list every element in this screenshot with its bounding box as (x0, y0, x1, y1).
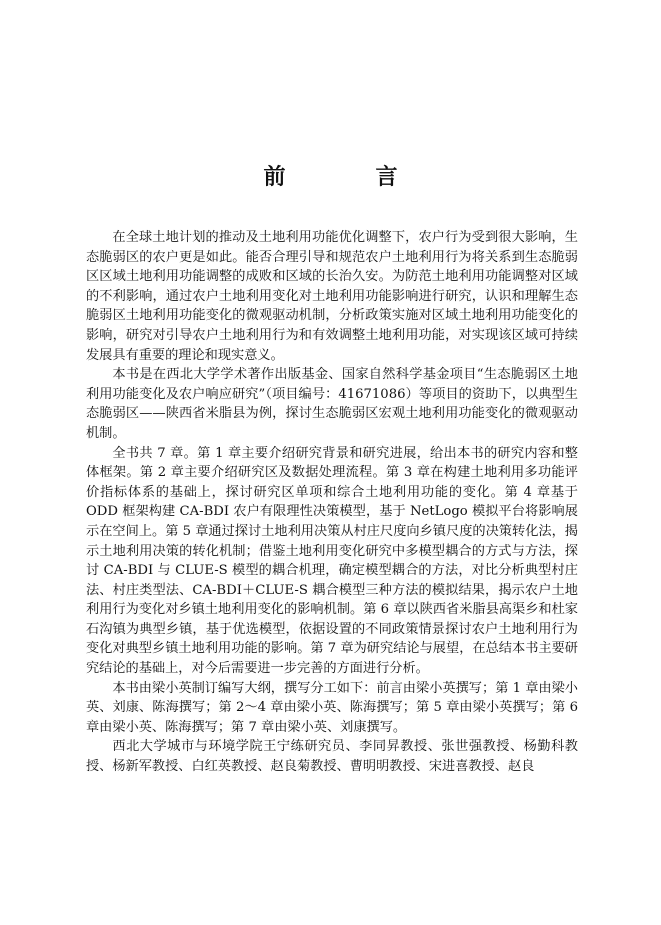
page-title: 前 言 (263, 165, 432, 190)
paragraph: 本书是在西北大学学术著作出版基金、国家自然科学基金项目“生态脆弱区土地利用功能变化及农户响应研究”（项目编号：41671086）等项目的资助下，以典型生态脆弱区——陕西省米脂县为例，探讨生态脆弱区宏观土地利用功能变化的微观驱动机制。 (86, 367, 578, 441)
paragraph: 全书共 7 章。第 1 章主要介绍研究背景和研究进展，给出本书的研究内容和整体框架。第 2 章主要介绍研究区及数据处理流程。第 3 章在构建土地利用多功能评价指标体系的基础上，探讨研究区单项和综合土地利用功能的变化。第 4 章基于 ODD 框架构建 CA-BDI 农户有限理性决策模型，基于 NetLogo 模拟平台将影响展示在空间上。第 5 章通过探讨土地利用决策从村庄尺度向乡镇尺度的决策转化法，揭示土地利用决策的转化机制；借鉴土地利用变化研究中多模型耦合的方式与方法，探讨 CA-BDI 与 CLUE-S 模型的耦合机理，确定模型耦合的方法，对比分析典型村庄法、村庄类型法、CA-BDI＋CLUE-S 耦合模型三种方法的模拟结果，揭示农户土地利用行为变化对乡镇土地利用变化的影响机制。第 6 章以陕西省米脂县高渠乡和杜家石沟镇为典型乡镇，基于优选模型，依据设置的不同政策情景探讨农户土地利用行为变化对典型乡镇土地利用功能的影响。第 7 章为研究结论与展望，在总结本书主要研究结论的基础上，对今后需要进一步完善的方面进行分析。 (86, 445, 578, 677)
paragraph: 本书由梁小英制订编写大纲，撰写分工如下：前言由梁小英撰写；第 1 章由梁小英、刘康、陈海撰写；第 2～4 章由梁小英、陈海撰写；第 5 章由梁小英撰写；第 6 章由梁小英、陈海撰写；第 7 章由梁小英、刘康撰写。 (86, 680, 578, 735)
paragraph: 在全球土地计划的推动及土地利用功能优化调整下，农户行为受到很大影响，生态脆弱区的农户更是如此。能否合理引导和规范农户土地利用行为将关系到生态脆弱区区域土地利用功能调整的成败和区域的长治久安。为防范土地利用功能调整对区域的不利影响，通过农户土地利用变化对土地利用功能影响进行研究，认识和理解生态脆弱区土地利用功能变化的微观驱动机制，分析政策实施对区域土地利用功能变化的影响，研究对引导农户土地利用行为和有效调整土地利用功能，对实现该区域可持续发展具有重要的理论和现实意义。 (86, 230, 578, 363)
paragraph: 西北大学城市与环境学院王宁练研究员、李同昇教授、张世强教授、杨勤科教授、杨新军教授、白红英教授、赵良菊教授、曹明明教授、宋进喜教授、赵良 (86, 739, 578, 775)
preface-body (86, 228, 578, 777)
